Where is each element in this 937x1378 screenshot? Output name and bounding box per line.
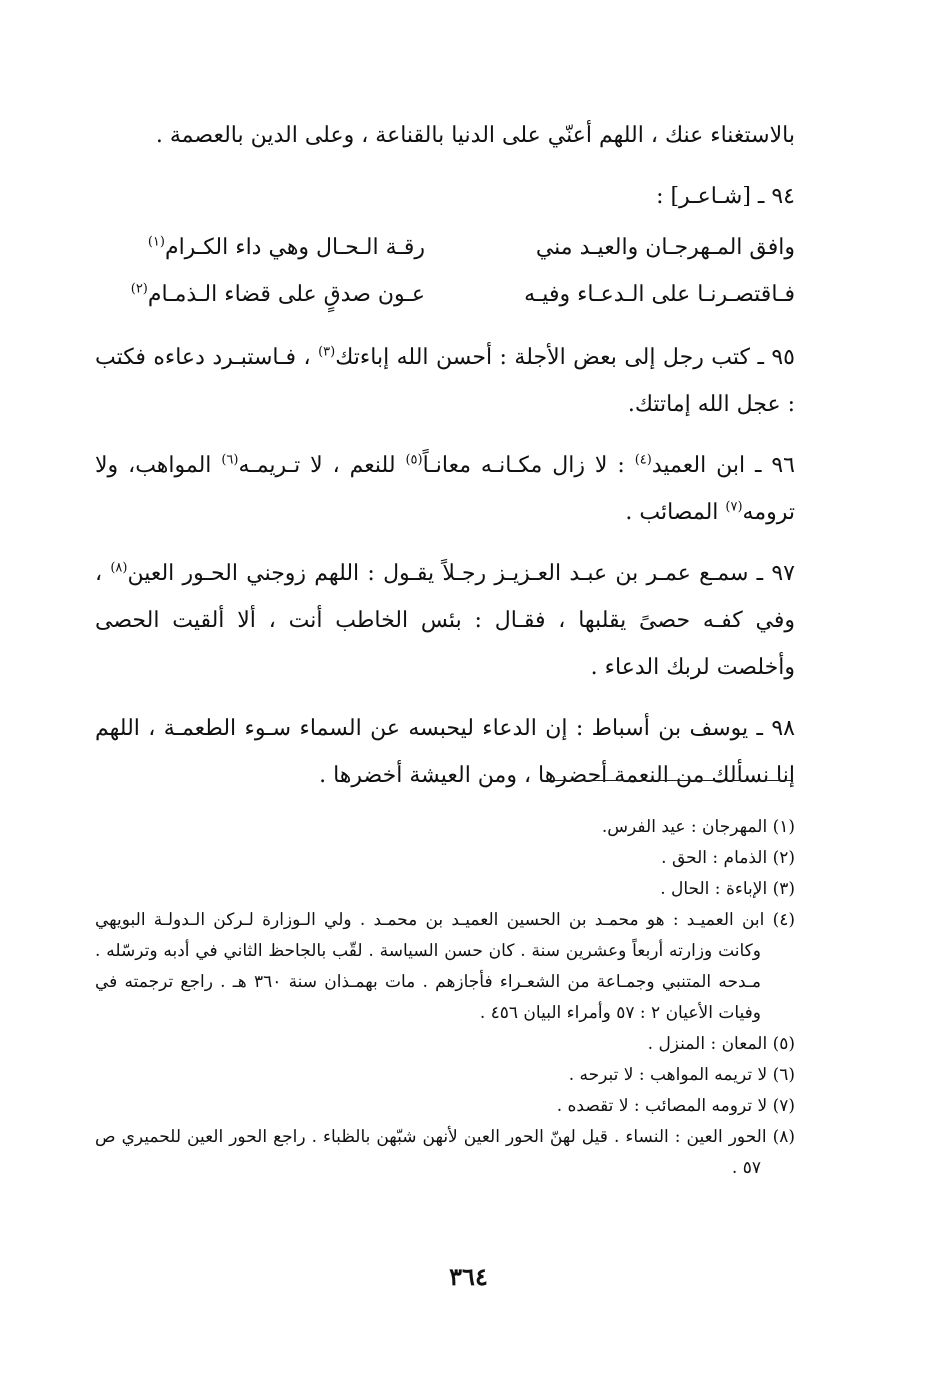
footnote-1: (١) المهرجان : عيد الفرس. — [601, 817, 795, 837]
footnote-4: (٤) ابن العميـد : هو محمـد بن الحسين العميـد بن محمـد . ولي الـوزارة لـركن الـدولـة البويهي وكانت وزارته أربعاً وعشرين سنة . كان حسن السياسة . لقّب بالجاحظ الثاني في أدبه وترسّله . مـدحه المتنبي وجمـاعة من الشعـراء فأجازهم . مات بهمـذان سنة ٣٦٠ هـ . راجع ترجمته في وفيات الأعيان ٢ : ٥٧ وأمراء البيان ٤٥٦ . — [95, 910, 795, 1023]
item-95-text-b: ، فـاستبـرد دعاءه فكتب : عجل الله إماتتك. — [95, 345, 795, 417]
verse-1-first-hemistich: وافق المـهرجـان والعيـد مني — [535, 235, 795, 260]
item-97-text-b: ، وفي كفـه حصىً يقلبها ، فقـال : بئس الخاطب أنت ، ألا ألقيت الحصى وأخلصت لربك الدعاء . — [95, 561, 795, 680]
footnote-ref-5: (٥) — [405, 452, 423, 468]
item-96-text-a: ٩٦ ـ ابن العميد — [651, 453, 795, 478]
verse-1 — [95, 224, 795, 271]
footnote-ref-6: (٦) — [221, 452, 239, 468]
page-number: ٣٦٤ — [449, 1262, 488, 1291]
footnote-8: (٨) الحور العين : النساء . قيل لهنّ الحور العين لأنهن شبّهن بالظباء . راجع الحور العين للحميري ص ٥٧ . — [95, 1127, 795, 1178]
verse-1-second-hemistich — [95, 224, 425, 271]
verse-2 — [95, 271, 795, 318]
item-97-paragraph — [95, 550, 795, 691]
main-text — [95, 112, 795, 813]
verse-1-second-hemistich-text: رقـة الـحـال وهي داء الكـرام — [164, 235, 425, 260]
poem-verses — [95, 224, 795, 318]
item-94-heading: ٩٤ ـ [شـاعـر] : — [656, 184, 795, 209]
footnote-2: (٢) الذمام : الحق . — [661, 848, 795, 868]
item-95-text-a: ٩٥ ـ كتب رجل إلى بعض الأجلة : أحسن الله إباءتك — [335, 345, 795, 370]
footnote-6: (٦) لا تريمه المواهب : لا تبرحه . — [568, 1065, 795, 1085]
item-96-text-e: المصائب . — [625, 500, 726, 525]
item-98-paragraph: ٩٨ ـ يوسف بن أسباط : إن الدعاء ليحبسه عن السماء سـوء الطعمـة ، اللهم إنا نسألك من النعمة أحضرها ، ومن العيشة أخضرها . — [95, 716, 795, 788]
verse-2-second-hemistich-text: عـون صدقٍ على قضاء الـذمـام — [147, 282, 425, 307]
footnote-5: (٥) المعان : المنزل . — [647, 1034, 795, 1054]
footnote-3: (٣) الإباءة : الحال . — [660, 879, 795, 899]
footnote-ref-4: (٤) — [634, 452, 652, 468]
verse-2-second-hemistich — [95, 271, 425, 318]
item-95-paragraph — [95, 334, 795, 428]
item-96-text-b: : لا زال مكـانـه معانـاً — [422, 453, 635, 478]
footnote-ref-2: (٢) — [130, 281, 148, 297]
footnotes — [95, 812, 795, 1184]
item-96-text-d: المواهب، ولا ترومه — [95, 453, 795, 525]
footnote-separator — [543, 780, 793, 781]
footnote-ref-7: (٧) — [725, 499, 743, 515]
item-97-text-a: ٩٧ ـ سمـع عمـر بن عبـد العـزيـز رجـلاً يقـول : اللهم زوجني الحـور العين — [127, 561, 795, 586]
footnote-ref-8: (٨) — [110, 560, 128, 576]
intro-paragraph: بالاستغناء عنك ، اللهم أعنّي على الدنيا بالقناعة ، وعلى الدين بالعصمة . — [155, 123, 795, 148]
verse-2-first-hemistich: فـاقتصـرنـا على الـدعـاء وفيـه — [524, 282, 795, 307]
footnote-ref-1: (١) — [147, 234, 165, 250]
footnote-7: (٧) لا ترومه المصائب : لا تقصده . — [556, 1096, 795, 1116]
item-96-text-c: للنعم ، لا تـريمـه — [238, 453, 406, 478]
item-96-paragraph — [95, 442, 795, 536]
footnote-ref-3: (٣) — [318, 344, 336, 360]
